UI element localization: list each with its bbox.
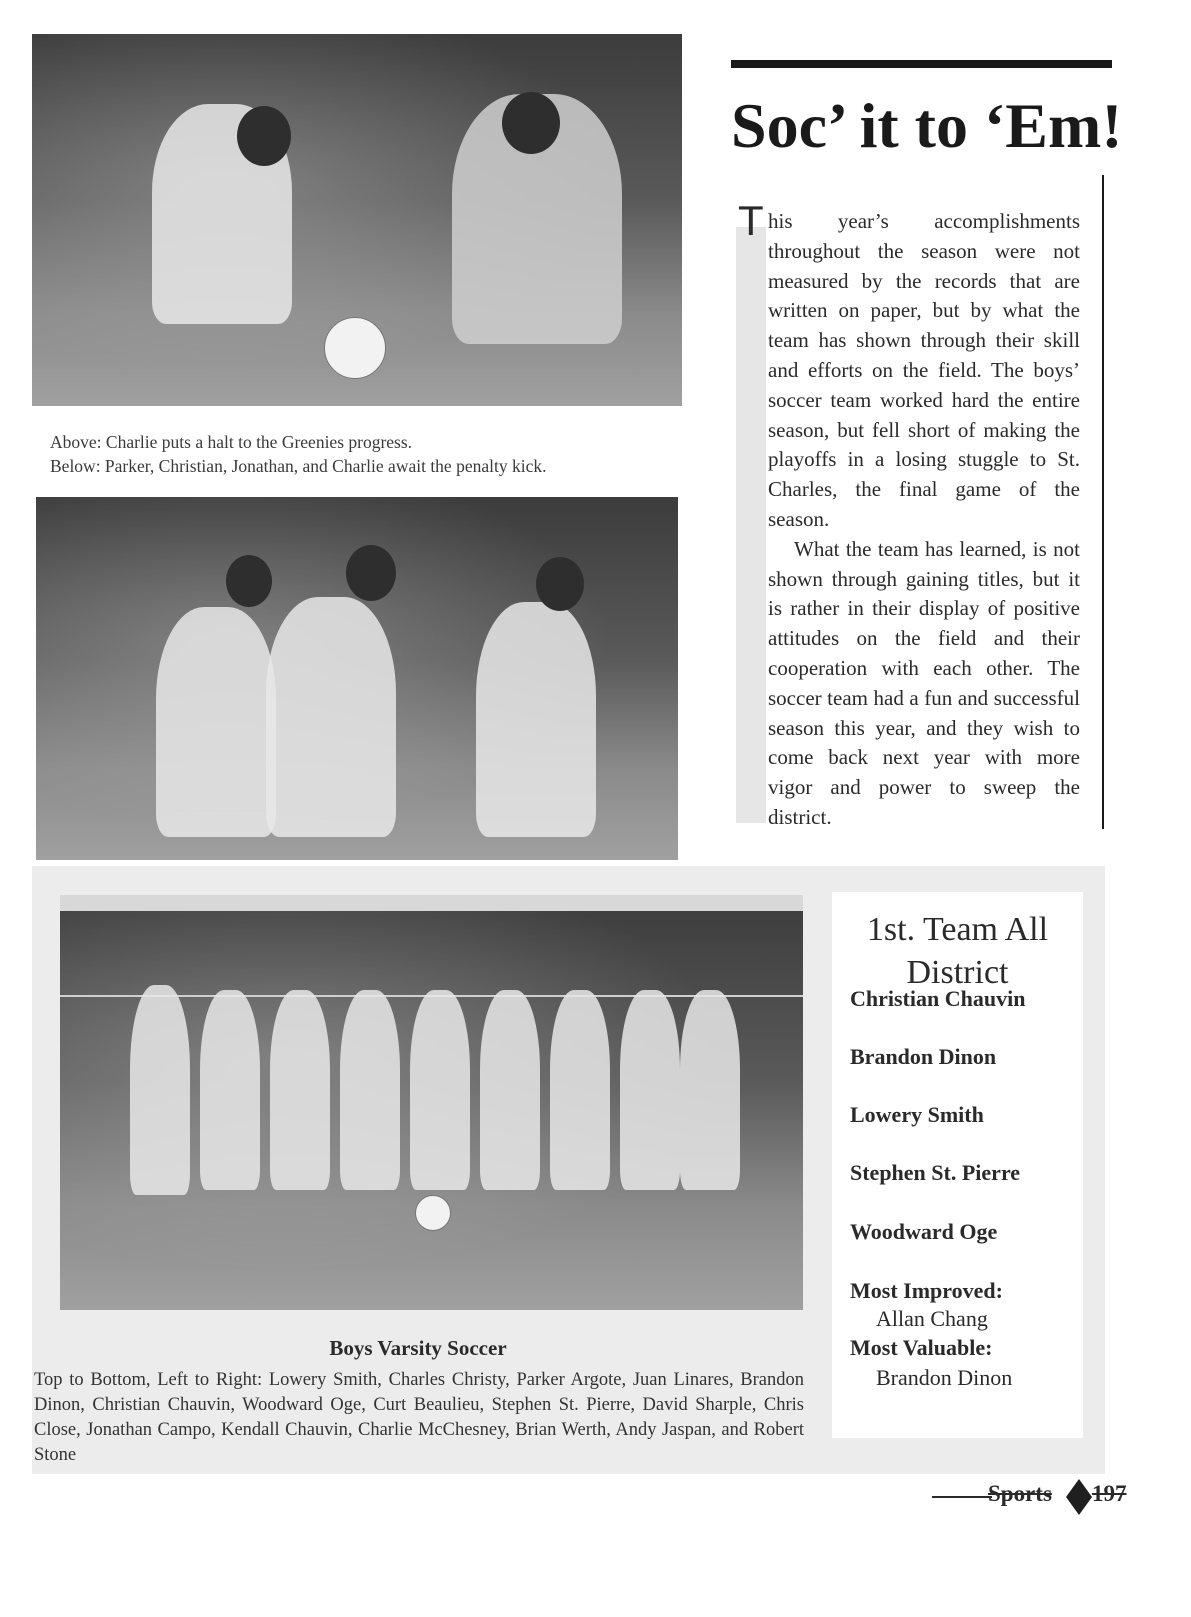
caption-below: Below: Parker, Christian, Jonathan, and Charlie await the penalty kick.: [50, 456, 547, 476]
action-photo-top: [32, 34, 682, 406]
penalty-kick-photo: [36, 497, 678, 860]
awards-box: [832, 892, 1083, 1438]
all-district-player: Stephen St. Pierre: [850, 1160, 1021, 1185]
diamond-icon: [1066, 1479, 1092, 1515]
story-body: [768, 207, 1080, 833]
footer-rule: [932, 1496, 992, 1498]
caption-above: Above: Charlie puts a halt to the Greenies progress.: [50, 432, 413, 452]
most-valuable-label: Most Valuable:: [850, 1335, 993, 1360]
headline-rule: [731, 60, 1112, 68]
drop-cap: T: [738, 197, 764, 244]
all-district-player: Christian Chauvin: [850, 986, 1026, 1011]
all-district-player: Woodward Oge: [850, 1219, 998, 1244]
footer-section: Sports: [988, 1481, 1052, 1506]
story-vertical-rule: [1102, 175, 1104, 829]
all-district-player: Lowery Smith: [850, 1102, 984, 1127]
all-district-player: Brandon Dinon: [850, 1044, 997, 1069]
story-paragraph-1: his year’s accomplishments throughout the season were not measured by the records that are written on paper, but by what the team has shown through their skill and efforts on the field. The boys’ soccer team worked hard the entire season, but fell short of making the playoffs in a losing stuggle to St. Charles, the final game of the season.: [768, 209, 1080, 531]
team-photo-title: Boys Varsity Soccer: [329, 1336, 507, 1360]
story-margin-shade: [736, 227, 766, 823]
story-paragraph-2: What the team has learned, is not shown through gaining titles, but it is rather in their display of positive attitudes on the field and their cooperation with each other. The soccer team had a fun and successful season this year, and they wish to come back next year with more vigor and power to sweep the district.: [768, 536, 1080, 829]
team-photo-caption: Top to Bottom, Left to Right: Lowery Smith, Charles Christy, Parker Argote, Juan Linares, Brandon Dinon, Christian Chauvin, Woodward Oge, Curt Beaulieu, Stephen St. Pierre, David Sharple, Chris Close, Jonathan Campo, Kendall Chauvin, Charlie McChesney, Brian Werth, Andy Jaspan, and Robert Stone: [34, 1370, 804, 1465]
team-photo: [60, 895, 803, 1310]
most-improved-winner: Allan Chang: [876, 1306, 988, 1331]
page-number: 197: [1092, 1481, 1127, 1506]
photo-captions: [50, 430, 680, 478]
most-improved-label: Most Improved:: [850, 1278, 1003, 1303]
most-valuable-winner: Brandon Dinon: [876, 1365, 1013, 1390]
page-title: Soc’ it to ‘Em!: [731, 90, 1123, 161]
awards-title: 1st. Team All District: [866, 911, 1049, 991]
